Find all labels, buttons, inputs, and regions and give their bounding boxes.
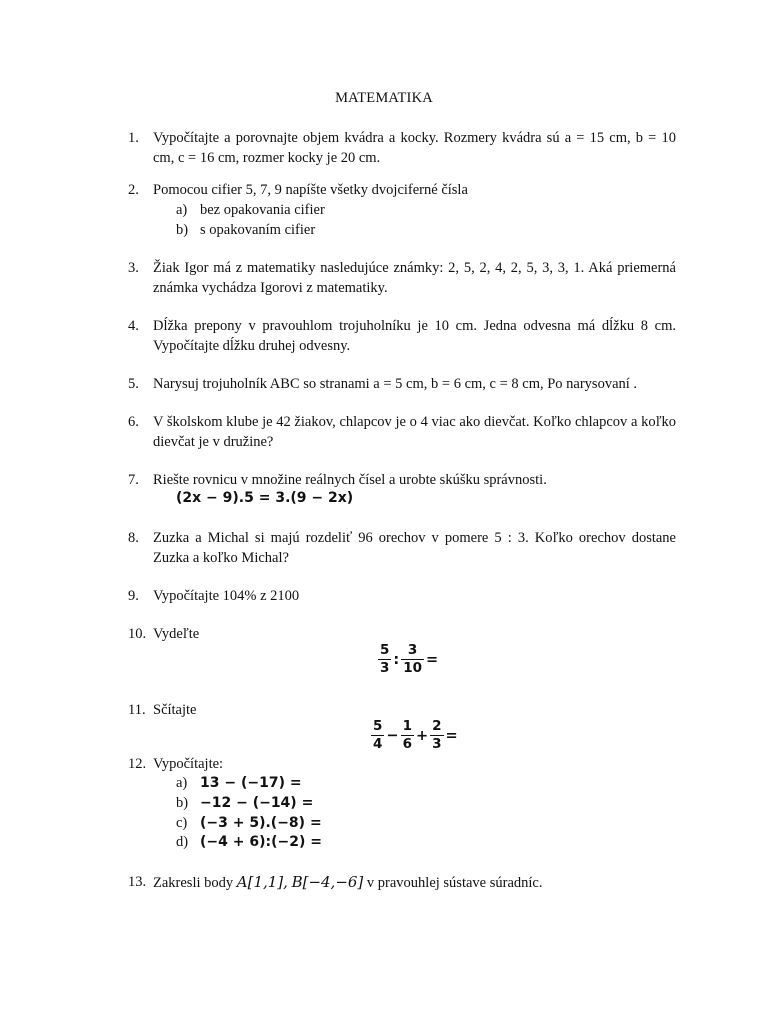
- option-label: b): [176, 795, 189, 811]
- exercise-number: 8.: [128, 530, 139, 546]
- point-a: A[1,1],: [236, 873, 288, 891]
- exercise-number: 1.: [128, 130, 139, 146]
- exercise-text: Vypočítajte:: [153, 756, 224, 772]
- exercise-7: [128, 470, 676, 490]
- exercise-text: Narysuj trojuholník ABC so stranami a = 5 cm, b = 6 cm, c = 8 cm, Po narysovaní .: [153, 376, 638, 392]
- exercise-number: 11.: [128, 702, 146, 718]
- exercise-10: [128, 624, 676, 644]
- exercise-text: Pomocou cifier 5, 7, 9 napíšte všetky dvojciferné čísla: [153, 182, 468, 198]
- option-label: a): [176, 202, 188, 218]
- text-before: Zakresli body: [153, 875, 234, 891]
- exercise-12: [128, 754, 676, 774]
- minus-operator: −: [386, 727, 399, 744]
- expression: (−3 + 5).(−8) =: [200, 815, 322, 831]
- fraction: $\frac{1}{6}$: [402, 718, 412, 752]
- exercise-4: [128, 316, 676, 356]
- plus-operator: +: [415, 727, 429, 744]
- exercise-number: 5.: [128, 376, 139, 392]
- exercise-text: Vydeľte: [153, 626, 200, 642]
- exercise-text: Vypočítajte a porovnajte objem kvádra a kocky. Rozmery kvádra sú a = 15 cm, b = 10 cm, c = 16 cm, rozmer kocky je 20 cm.: [153, 130, 676, 166]
- exercise-number: 13.: [128, 874, 147, 890]
- exercise-6: [128, 412, 676, 452]
- exercise-12-part-c: [176, 813, 322, 833]
- fraction: $\frac{3}{10}$: [403, 642, 423, 676]
- exercise-number: 12.: [128, 756, 147, 772]
- exercise-2-option-a: [176, 200, 325, 220]
- exercise-number: 10.: [128, 626, 147, 642]
- exercise-12-part-d: [176, 832, 322, 852]
- exercise-13: [128, 872, 676, 893]
- expression: −12 − (−14) =: [200, 795, 314, 811]
- exercise-number: 6.: [128, 414, 139, 430]
- exercise-text: Dĺžka prepony v pravouhlom trojuholníku je 10 cm. Jedna odvesna má dĺžku 8 cm. Vypočítajte dĺžku druhej odvesny.: [153, 318, 676, 354]
- exercise-5: [128, 374, 676, 394]
- exercise-text: [153, 872, 676, 893]
- exercise-text: Sčítajte: [153, 702, 197, 718]
- equals-sign: =: [445, 727, 458, 744]
- equals-sign: =: [426, 651, 439, 668]
- option-text: s opakovaním cifier: [200, 222, 316, 238]
- option-text: bez opakovania cifier: [200, 202, 325, 218]
- expression: (−4 + 6):(−2) =: [200, 834, 322, 850]
- exercise-text: Riešte rovnicu v množine reálnych čísel a urobte skúšku správnosti.: [153, 472, 547, 488]
- exercise-text: Zuzka a Michal si majú rozdeliť 96 orechov v pomere 5 : 3. Koľko orechov dostane Zuzka a koľko Michal?: [153, 530, 676, 566]
- exercise-number: 9.: [128, 588, 139, 604]
- exercise-2: [128, 180, 676, 200]
- fraction-sum-expression: [371, 718, 460, 753]
- division-operator: :: [393, 651, 400, 668]
- option-label: d): [176, 834, 189, 850]
- option-label: b): [176, 222, 189, 238]
- page-title: MATEMATIKA: [335, 90, 433, 106]
- exercise-3: [128, 258, 676, 298]
- fraction: $\frac{5}{4}$: [373, 718, 383, 752]
- fraction: $\frac{5}{3}$: [380, 642, 390, 676]
- exercise-text: Vypočítajte 104% z 2100: [153, 588, 300, 604]
- exercise-12-part-a: [176, 773, 302, 793]
- exercise-9: [128, 586, 676, 606]
- option-label: c): [176, 815, 188, 831]
- exercise-number: 2.: [128, 182, 139, 198]
- exercise-number: 7.: [128, 472, 139, 488]
- fraction: $\frac{2}{3}$: [432, 718, 442, 752]
- exercise-text: Žiak Igor má z matematiky nasledujúce známky: 2, 5, 2, 4, 2, 5, 3, 3, 1. Aká priemerná známka vychádza Igorovi z matematiky.: [153, 260, 676, 296]
- exercise-2-option-b: [176, 220, 315, 240]
- exercise-8: [128, 528, 676, 568]
- exercise-1: [128, 128, 676, 168]
- exercise-12-part-b: [176, 793, 313, 813]
- option-label: a): [176, 775, 188, 791]
- point-b: B[−4,−6]: [291, 873, 364, 891]
- exercise-number: 4.: [128, 318, 139, 334]
- equation: (2x − 9).5 = 3.(9 − 2x): [176, 490, 354, 506]
- exercise-number: 3.: [128, 260, 139, 276]
- expression: 13 − (−17) =: [200, 775, 302, 791]
- text-after: v pravouhlej sústave súradníc.: [366, 875, 543, 891]
- exercise-text: V školskom klube je 42 žiakov, chlapcov je o 4 viac ako dievčat. Koľko chlapcov a koľko dievčat je v družine?: [153, 414, 676, 450]
- exercise-11: [128, 700, 676, 720]
- fraction-division-expression: [378, 642, 440, 677]
